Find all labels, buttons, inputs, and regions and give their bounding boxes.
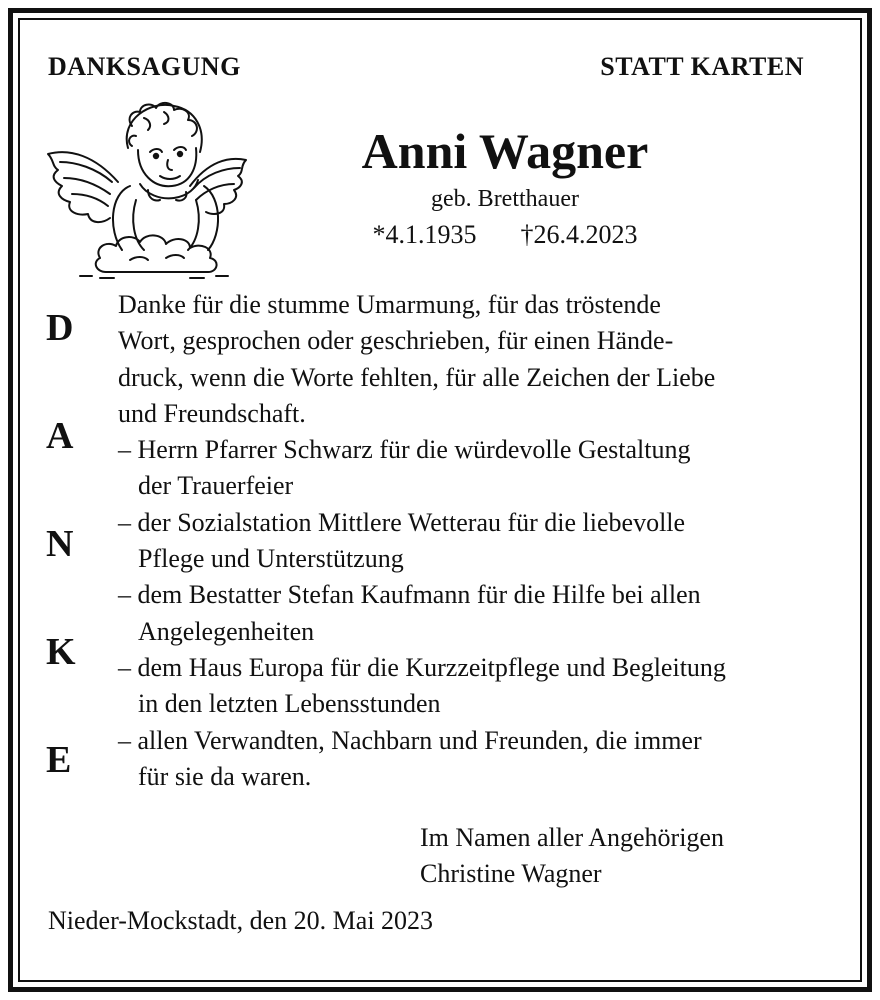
death-date: †26.4.2023 bbox=[520, 220, 638, 249]
text-line: druck, wenn die Worte fehlten, für alle Zeichen der Liebe bbox=[118, 362, 716, 392]
thank-you-text bbox=[118, 287, 838, 795]
text-line: – Herrn Pfarrer Schwarz für die würdevolle Gestaltung bbox=[118, 435, 691, 465]
life-dates bbox=[290, 220, 720, 250]
text-line: – dem Haus Europa für die Kurzzeitpflege und Begleitung bbox=[118, 652, 726, 682]
acrostic-letter-a: A bbox=[46, 415, 74, 457]
place-and-date: Nieder-Mockstadt, den 20. Mai 2023 bbox=[48, 906, 434, 935]
cherub-icon bbox=[40, 90, 250, 280]
text-line: – der Sozialstation Mittlere Wetterau für die liebevolle bbox=[118, 507, 686, 537]
heading-statt-karten: STATT KARTEN bbox=[600, 52, 804, 81]
text-line: Angelegenheiten bbox=[138, 616, 315, 646]
deceased-name: Anni Wagner bbox=[361, 123, 649, 179]
text-line: für sie da waren. bbox=[138, 761, 312, 791]
acrostic-letter-e: E bbox=[46, 739, 72, 781]
text-line: Wort, gesprochen oder geschrieben, für einen Hände- bbox=[118, 326, 674, 356]
text-line: – allen Verwandten, Nachbarn und Freunden, die immer bbox=[118, 725, 702, 755]
text-line: Danke für die stumme Umarmung, für das tröstende bbox=[118, 290, 661, 319]
text-line: in den letzten Lebensstunden bbox=[138, 689, 441, 719]
text-line: der Trauerfeier bbox=[138, 471, 294, 501]
signature-line-2: Christine Wagner bbox=[420, 859, 602, 888]
acrostic-letter-d: D bbox=[46, 307, 74, 349]
acrostic-letter-n: N bbox=[46, 523, 74, 565]
signature-block bbox=[420, 820, 724, 892]
birth-date: *4.1.1935 bbox=[372, 220, 477, 249]
heading-danksagung: DANKSAGUNG bbox=[48, 52, 241, 81]
text-line: Pflege und Unterstützung bbox=[138, 544, 404, 574]
text-line: – dem Bestatter Stefan Kaufmann für die Hilfe bei allen bbox=[118, 580, 701, 610]
text-line: und Freundschaft. bbox=[118, 398, 306, 428]
birth-name: geb. Bretthauer bbox=[431, 186, 579, 212]
signature-line-1: Im Namen aller Angehörigen bbox=[420, 823, 724, 852]
acrostic-letter-k: K bbox=[46, 631, 76, 673]
